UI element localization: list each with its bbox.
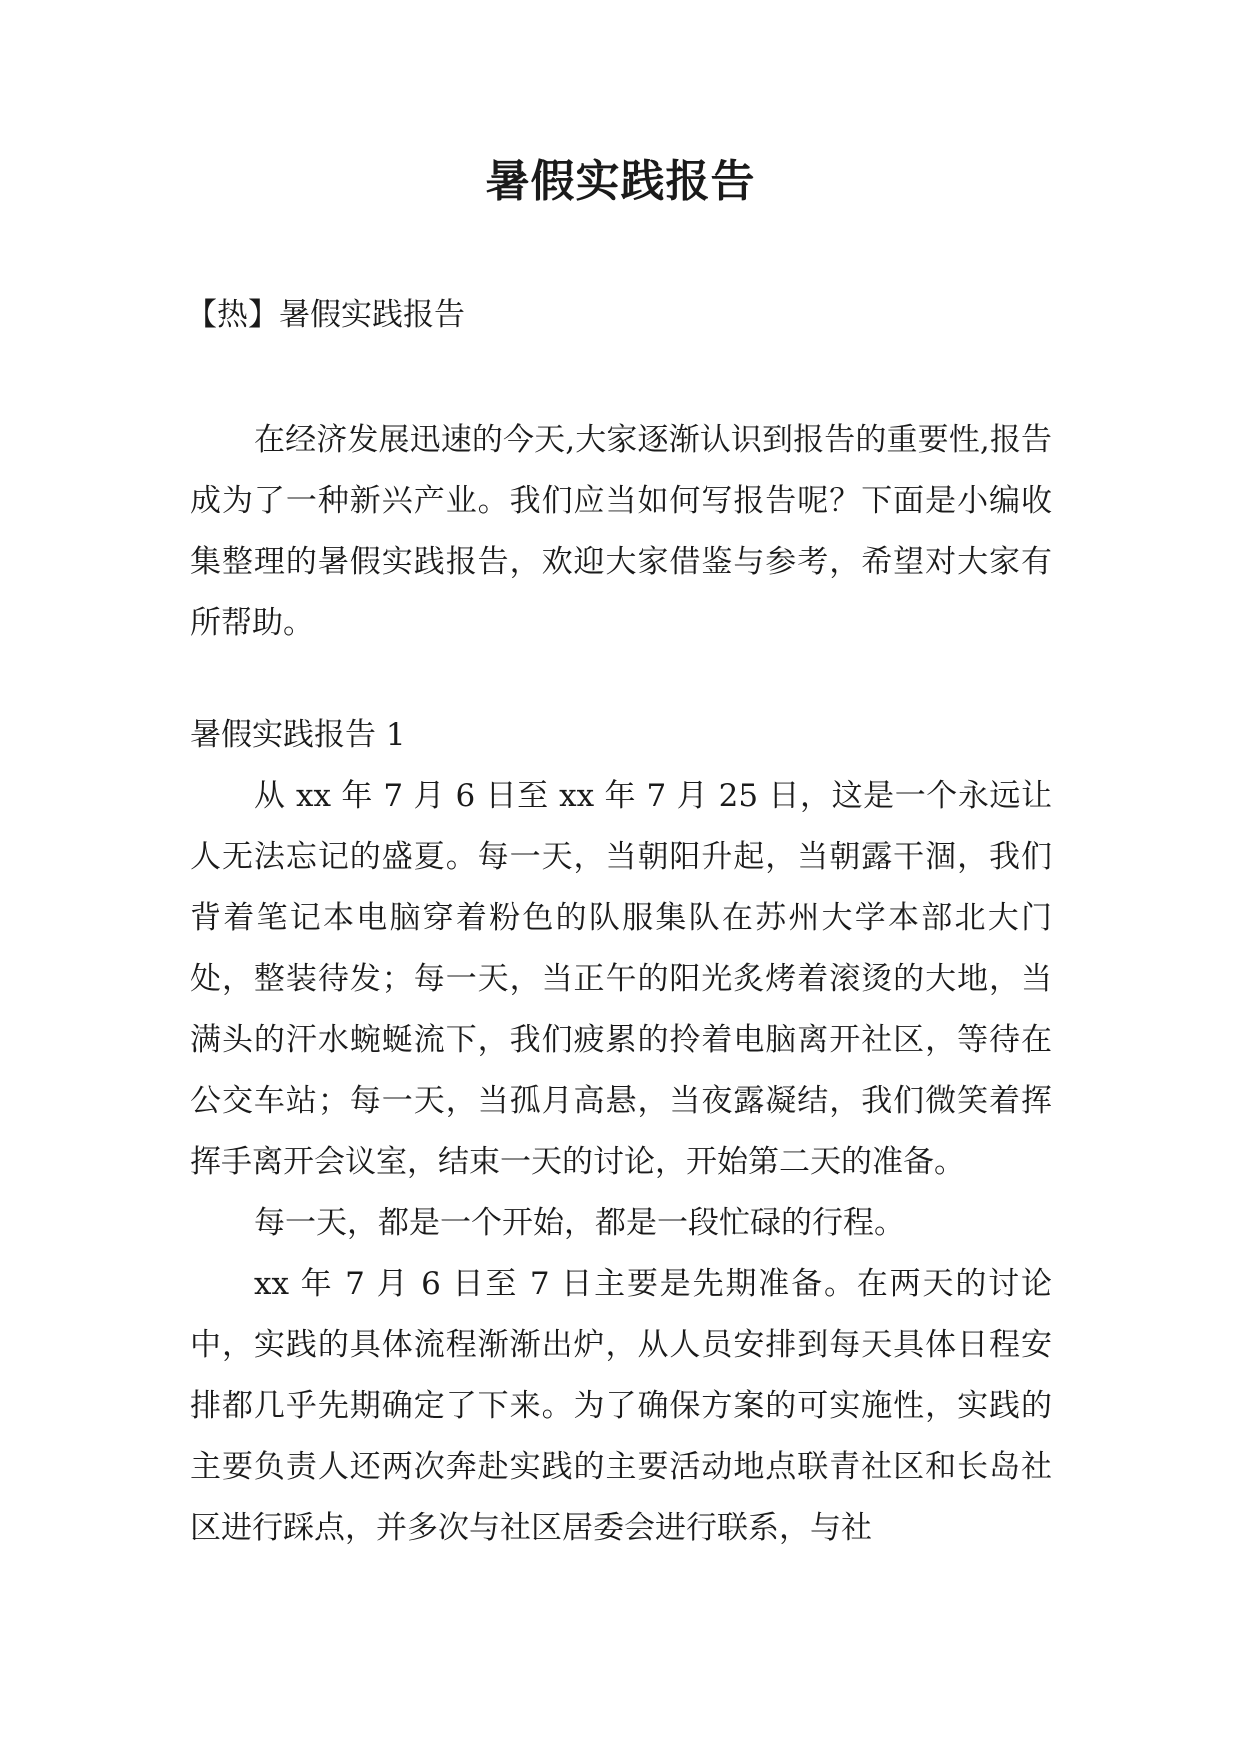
section-heading: 暑假实践报告 1	[190, 717, 406, 753]
body-paragraph: 从 xx 年 7 月 6 日至 xx 年 7 月 25 日，这是一个永远让人无法忘记的盛夏。每一天，当朝阳升起，当朝露干涸，我们背着笔记本电脑穿着粉色的队服集队在苏州大学本部北大门处，整装待发；每一天，当正午的阳光炙烤着滚烫的大地，当满头的汗水蜿蜒流下，我们疲累的拎着电脑离开社区，等待在公交车站；每一天，当孤月高悬，当夜露凝结，我们微笑着挥挥手离开会议室，结束一天的讨论，开始第二天的准备。	[190, 778, 1052, 1180]
body-paragraph: 每一天，都是一个开始，都是一段忙碌的行程。	[254, 1205, 905, 1241]
intro-paragraph: 在经济发展迅速的今天,大家逐渐认识到报告的重要性,报告成为了一种新兴产业。我们应当如何写报告呢？下面是小编收集整理的暑假实践报告，欢迎大家借鉴与参考，希望对大家有所帮助。	[190, 422, 1052, 641]
body-paragraph: xx 年 7 月 6 日至 7 日主要是先期准备。在两天的讨论中，实践的具体流程渐渐出炉，从人员安排到每天具体日程安排都几乎先期确定了下来。为了确保方案的可实施性，实践的主要负责人还两次奔赴实践的主要活动地点联青社区和长岛社区进行踩点，并多次与社区居委会进行联系，与社	[190, 1266, 1052, 1546]
document-subtitle: 【热】暑假实践报告	[186, 297, 465, 333]
document-body	[190, 410, 1052, 1559]
document-title: 暑假实践报告	[485, 156, 756, 207]
